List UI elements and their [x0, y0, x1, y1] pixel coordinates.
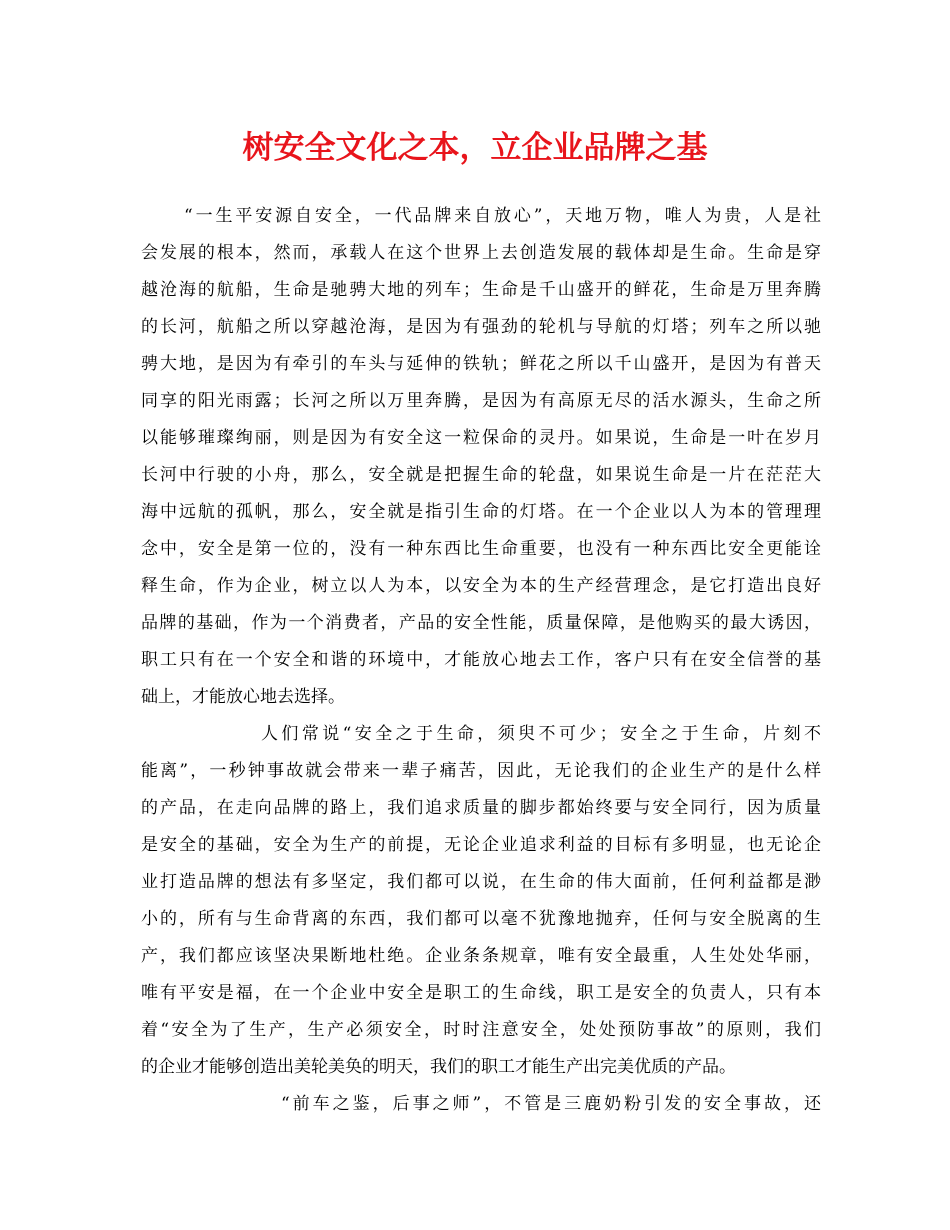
text-line: 的长河，航船之所以穿越沧海，是因为有强劲的轮机与导航的灯塔；列车之所以驰: [141, 317, 821, 337]
text-line: “前车之鉴，后事之师”，不管是三鹿奶粉引发的安全事故，还: [281, 1094, 821, 1114]
text-line: 着“安全为了生产，生产必须安全，时时注意安全，处处预防事故”的原则，我们: [141, 1020, 821, 1040]
text-line: 业打造品牌的想法有多坚定，我们都可以说，在生命的伟大面前，任何利益都是渺: [141, 872, 821, 892]
text-line: 越沧海的航船，生命是驰骋大地的列车；生命是千山盛开的鲜花，生命是万里奔腾: [141, 280, 821, 300]
text-line: 的产品，在走向品牌的路上，我们追求质量的脚步都始终要与安全同行，因为质量: [141, 798, 821, 818]
text-line: 产，我们都应该坚决果断地杜绝。企业条条规章，唯有安全最重，人生处处华丽，: [141, 946, 821, 966]
text-line: 的企业才能够创造出美轮美奂的明天，我们的职工才能生产出完美优质的产品。: [141, 1057, 736, 1077]
text-line: 同享的阳光雨露；长河之所以万里奔腾，是因为有高原无尽的活水源头，生命之所: [141, 391, 821, 411]
text-line: 长河中行驶的小舟，那么，安全就是把握生命的轮盘，如果说生命是一片在茫茫大: [141, 465, 821, 485]
text-line: 以能够璀璨绚丽，则是因为有安全这一粒保命的灵丹。如果说，生命是一叶在岁月: [141, 428, 821, 448]
text-line: 唯有平安是福，在一个企业中安全是职工的生命线，职工是安全的负责人，只有本: [141, 983, 821, 1003]
text-line: 础上，才能放心地去选择。: [141, 687, 345, 707]
text-line: “一生平安源自安全，一代品牌来自放心”，天地万物，唯人为贵，人是社: [184, 206, 821, 226]
text-line: 释生命，作为企业，树立以人为本，以安全为本的生产经营理念，是它打造出良好: [141, 576, 821, 596]
text-line: 能离”，一秒钟事故就会带来一辈子痛苦，因此，无论我们的企业生产的是什么样: [141, 761, 821, 781]
text-line: 骋大地，是因为有牵引的车头与延伸的铁轨；鲜花之所以千山盛开，是因为有普天: [141, 354, 821, 374]
document-title: 树安全文化之本，立企业品牌之基: [242, 130, 708, 166]
text-line: 人们常说“安全之于生命，须臾不可少；安全之于生命，片刻不: [261, 724, 821, 744]
text-line: 会发展的根本，然而，承载人在这个世界上去创造发展的载体却是生命。生命是穿: [141, 243, 821, 263]
document-body: [141, 198, 821, 1123]
text-line: 职工只有在一个安全和谐的环境中，才能放心地去工作，客户只有在安全信誉的基: [141, 650, 821, 670]
text-line: 海中远航的孤帆，那么，安全就是指引生命的灯塔。在一个企业以人为本的管理理: [141, 502, 821, 522]
text-line: 念中，安全是第一位的，没有一种东西比生命重要，也没有一种东西比安全更能诠: [141, 539, 821, 559]
text-line: 小的，所有与生命背离的东西，我们都可以毫不犹豫地抛弃，任何与安全脱离的生: [141, 909, 821, 929]
text-line: 是安全的基础，安全为生产的前提，无论企业追求利益的目标有多明显，也无论企: [141, 835, 821, 855]
text-line: 品牌的基础，作为一个消费者，产品的安全性能，质量保障，是他购买的最大诱因，: [141, 613, 821, 633]
